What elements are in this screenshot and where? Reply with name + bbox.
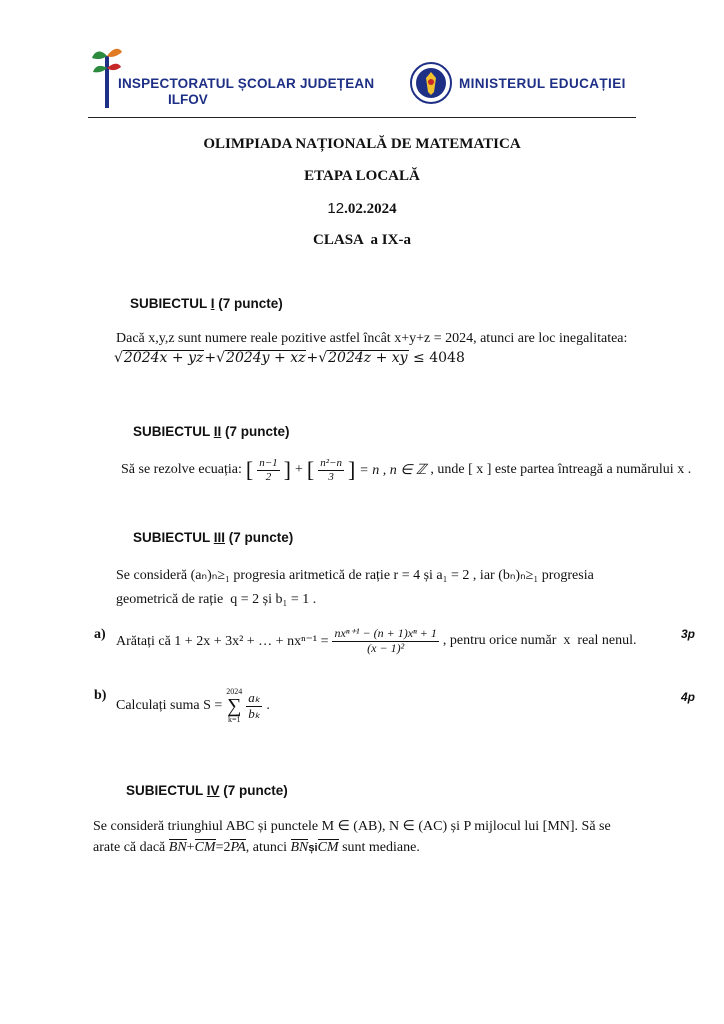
floor-open-2: [ bbox=[306, 457, 315, 483]
part-b-tail: . bbox=[266, 698, 270, 713]
olympiad-title: OLIMPIADA NAȚIONALĂ DE MATEMATICA bbox=[203, 136, 521, 152]
part-a-fraction bbox=[332, 627, 438, 656]
frac1-numerator: n−1 bbox=[259, 457, 278, 469]
part-b-lead: Calculați suma S = bbox=[116, 698, 223, 713]
sqrt-sign-3: √ bbox=[318, 350, 328, 366]
subject-3-roman: III bbox=[213, 530, 226, 545]
subject-2-label: SUBIECTUL bbox=[133, 424, 214, 439]
sum-upper-limit: 2024 bbox=[226, 687, 243, 696]
sqrt-term-1: 2024x + yz bbox=[123, 350, 204, 366]
isj-name: INSPECTORATUL ȘCOLAR JUDEȚEAN bbox=[118, 76, 375, 91]
part-b-statement bbox=[116, 688, 270, 724]
part-b-label: b) bbox=[94, 688, 107, 703]
part-a-tail: , pentru orice număr x real nenul. bbox=[442, 633, 637, 649]
subject-4-roman: IV bbox=[206, 783, 220, 798]
isj-county: ILFOV bbox=[168, 92, 208, 107]
subject-4-line-2 bbox=[93, 840, 420, 856]
subject-2-roman: II bbox=[213, 424, 222, 439]
frac1-denominator: 2 bbox=[265, 470, 272, 483]
subject-2-equation bbox=[121, 457, 691, 483]
subject-3-heading bbox=[133, 530, 293, 545]
exam-date-day: 12 bbox=[327, 200, 345, 217]
class-title: CLASA a IX-a bbox=[313, 232, 411, 248]
vector-pa: PA bbox=[230, 840, 246, 855]
subject-1-points: (7 puncte) bbox=[214, 296, 283, 311]
exam-date-rest: .02.2024 bbox=[344, 201, 397, 217]
subject-4-heading bbox=[126, 783, 288, 798]
ministry-seal bbox=[410, 62, 452, 104]
part-a-label: a) bbox=[94, 627, 106, 642]
sqrt-sign-2: √ bbox=[216, 350, 226, 366]
subject-1-inequality bbox=[114, 350, 465, 366]
sum-sign: ∑ bbox=[227, 695, 242, 717]
sum-operator bbox=[226, 688, 242, 724]
equation-rhs: = n , n ∈ ℤ bbox=[359, 462, 427, 478]
header-divider bbox=[88, 117, 636, 118]
subject-4-points: (7 puncte) bbox=[219, 783, 288, 798]
plus-1: + bbox=[204, 350, 217, 366]
vector-eq: =2 bbox=[215, 840, 231, 855]
subject-4-line-2-mid: , atunci bbox=[245, 840, 291, 855]
part-b-fraction bbox=[246, 691, 262, 722]
floor-close-2: ] bbox=[347, 457, 356, 483]
inequality-rhs: ≤ 4048 bbox=[413, 350, 465, 366]
vector-bn-2: BN bbox=[290, 840, 309, 855]
subject-1-roman: I bbox=[210, 296, 215, 311]
floor-open-1: [ bbox=[245, 457, 254, 483]
vector-cm-2: CM bbox=[317, 840, 339, 855]
subject-1-heading bbox=[130, 296, 283, 311]
part-b-points: 4p bbox=[681, 690, 696, 704]
sqrt-sign-1: √ bbox=[114, 350, 123, 366]
subject-2-tail: , unde [ x ] este partea întreagă a numărului x . bbox=[430, 462, 692, 478]
floor-fraction-1 bbox=[257, 457, 279, 483]
sqrt-term-2: 2024y + xz bbox=[226, 350, 306, 366]
vector-plus: + bbox=[186, 840, 195, 855]
subject-4-line-2-end: sunt mediane. bbox=[338, 840, 420, 855]
floor-fraction-2 bbox=[318, 457, 344, 483]
plus-2: + bbox=[306, 350, 319, 366]
frac2-denominator: 3 bbox=[328, 470, 334, 483]
subject-4-line-2-start: arate că dacă bbox=[93, 840, 169, 855]
subject-4-line-1: Se consideră triunghiul ABC și punctele M ∈ (AB), N ∈ (AC) și P mijlocul lui [MN]. Să se bbox=[93, 819, 611, 834]
subject-3-points: (7 puncte) bbox=[225, 530, 294, 545]
part-a-denominator: (x − 1)² bbox=[367, 640, 405, 655]
part-a-statement bbox=[116, 627, 637, 656]
subject-2-heading bbox=[133, 424, 290, 439]
part-b-numerator: aₖ bbox=[248, 689, 261, 705]
sum-lower-limit: k=1 bbox=[228, 715, 241, 724]
part-a-numerator: nxⁿ⁺¹ − (n + 1)xⁿ + 1 bbox=[334, 626, 437, 640]
part-a-lead: Arătați că 1 + 2x + 3x² + … + nxⁿ⁻¹ = bbox=[116, 633, 329, 649]
subject-3-label: SUBIECTUL bbox=[133, 530, 214, 545]
subject-1-statement: Dacă x,y,z sunt numere reale pozitive astfel încât x+y+z = 2024, atunci are loc inegalitatea: bbox=[116, 331, 628, 346]
subject-4-label: SUBIECTUL bbox=[126, 783, 207, 798]
subject-2-points: (7 puncte) bbox=[221, 424, 290, 439]
sqrt-term-3: 2024z + xy bbox=[328, 350, 408, 366]
subject-1-label: SUBIECTUL bbox=[130, 296, 211, 311]
floor-close-1: ] bbox=[283, 457, 291, 483]
exam-date bbox=[0, 200, 724, 218]
subject-3-line-1: Se consideră (aₙ)ₙ≥₁ progresia aritmetică de rație r = 4 și a₁ = 2 , iar (bₙ)ₙ≥₁ progresia bbox=[116, 568, 594, 583]
stage-title: ETAPA LOCALĂ bbox=[304, 168, 420, 184]
subject-2-lead: Să se rezolve ecuația: bbox=[121, 462, 242, 478]
vector-bn: BN bbox=[168, 840, 187, 855]
subject-3-line-2: geometrică de rație q = 2 și b₁ = 1 . bbox=[116, 592, 317, 607]
conjunction-si: și bbox=[308, 842, 318, 854]
plus-sign: + bbox=[294, 462, 303, 478]
ministry-name: MINISTERUL EDUCAȚIEI bbox=[459, 76, 626, 91]
frac2-numerator: n²−n bbox=[320, 457, 342, 469]
ministry-seal-icon bbox=[410, 62, 452, 104]
vector-cm: CM bbox=[194, 840, 216, 855]
part-b-denominator: bₖ bbox=[248, 705, 261, 721]
part-a-points: 3p bbox=[681, 627, 696, 641]
